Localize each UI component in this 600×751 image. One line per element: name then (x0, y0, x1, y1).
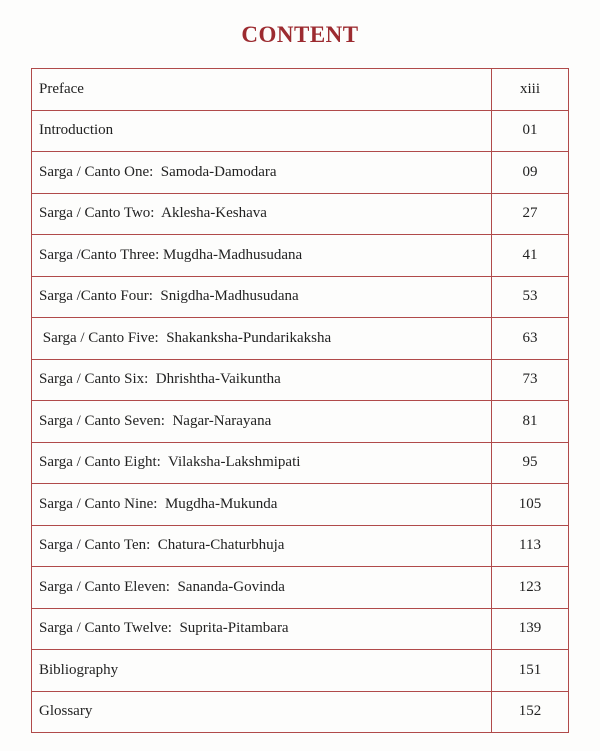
toc-row (32, 359, 569, 401)
table-of-contents (31, 68, 569, 733)
toc-row (32, 193, 569, 235)
toc-entry-title: Sarga / Canto Ten: Chatura-Chaturbhuja (32, 525, 492, 567)
toc-entry-title: Sarga / Canto Eleven: Sananda-Govinda (32, 567, 492, 609)
toc-entry-title: Sarga /Canto Three: Mugdha-Madhusudana (32, 235, 492, 277)
toc-row (32, 401, 569, 443)
toc-entry-page-number: 152 (492, 691, 569, 733)
toc-entry-page-number: 139 (492, 608, 569, 650)
toc-entry-page-number: 01 (492, 110, 569, 152)
toc-entry-page-number: 151 (492, 650, 569, 692)
page-title: CONTENT (241, 22, 359, 47)
toc-body (32, 69, 569, 733)
toc-entry-title: Sarga / Canto Twelve: Suprita-Pitambara (32, 608, 492, 650)
toc-entry-title: Sarga /Canto Four: Snigdha-Madhusudana (32, 276, 492, 318)
toc-entry-page-number: 73 (492, 359, 569, 401)
toc-row (32, 442, 569, 484)
toc-entry-title: Introduction (32, 110, 492, 152)
toc-entry-page-number: 09 (492, 152, 569, 194)
toc-entry-page-number: 27 (492, 193, 569, 235)
toc-row (32, 650, 569, 692)
toc-entry-title: Sarga / Canto Seven: Nagar-Narayana (32, 401, 492, 443)
toc-entry-page-number: 41 (492, 235, 569, 277)
toc-entry-title: Glossary (32, 691, 492, 733)
toc-entry-title: Sarga / Canto Eight: Vilaksha-Lakshmipati (32, 442, 492, 484)
toc-entry-page-number: 95 (492, 442, 569, 484)
toc-row (32, 525, 569, 567)
toc-row (32, 691, 569, 733)
toc-entry-page-number: 123 (492, 567, 569, 609)
toc-row (32, 608, 569, 650)
toc-entry-title: Sarga / Canto Five: Shakanksha-Pundarikaksha (32, 318, 492, 360)
toc-entry-page-number: 63 (492, 318, 569, 360)
toc-row (32, 110, 569, 152)
toc-entry-page-number: 105 (492, 484, 569, 526)
toc-entry-title: Preface (32, 69, 492, 111)
toc-entry-title: Sarga / Canto One: Samoda-Damodara (32, 152, 492, 194)
toc-entry-title: Sarga / Canto Two: Aklesha-Keshava (32, 193, 492, 235)
toc-entry-title: Sarga / Canto Nine: Mugdha-Mukunda (32, 484, 492, 526)
toc-entry-page-number: 81 (492, 401, 569, 443)
toc-row (32, 318, 569, 360)
toc-row (32, 152, 569, 194)
toc-entry-page-number: 53 (492, 276, 569, 318)
toc-row (32, 235, 569, 277)
toc-entry-page-number: 113 (492, 525, 569, 567)
toc-row (32, 69, 569, 111)
toc-row (32, 276, 569, 318)
toc-row (32, 484, 569, 526)
toc-entry-page-number: xiii (492, 69, 569, 111)
toc-entry-title: Sarga / Canto Six: Dhrishtha-Vaikuntha (32, 359, 492, 401)
toc-row (32, 567, 569, 609)
toc-entry-title: Bibliography (32, 650, 492, 692)
